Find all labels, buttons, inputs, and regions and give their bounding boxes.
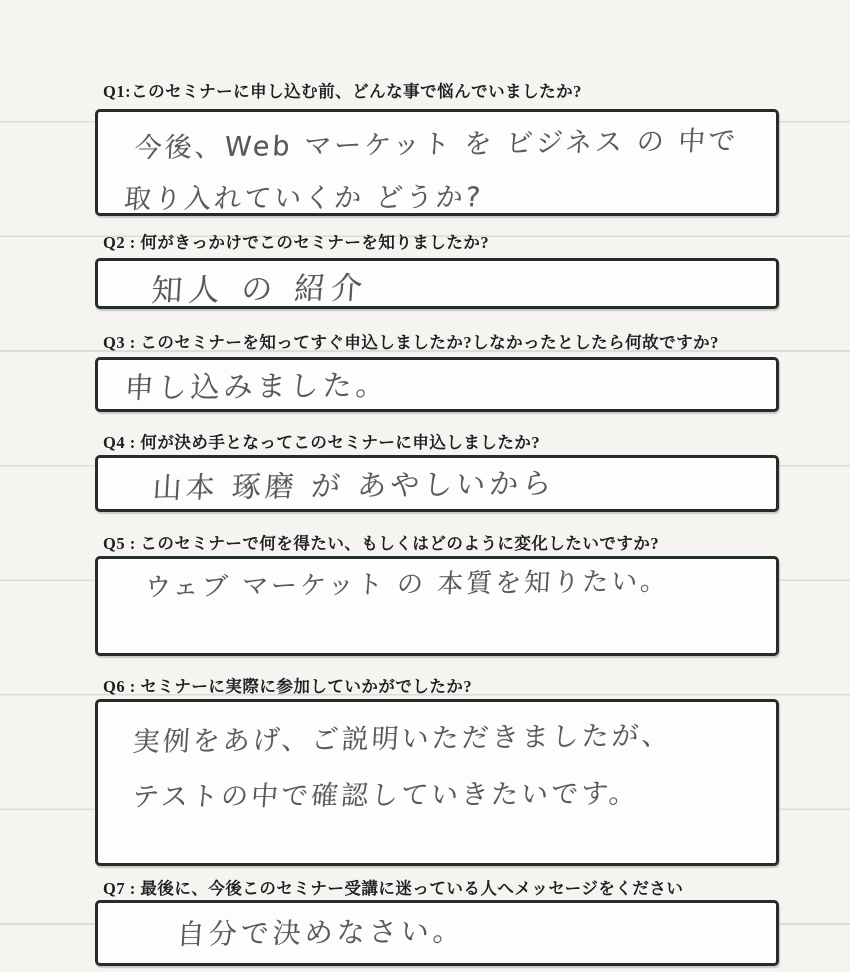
answer-box-q3: [95, 357, 779, 412]
question-label-q7: Q7 : 最後に、今後このセミナー受講に迷っている人へメッセージをください: [103, 879, 684, 898]
answer-box-q1: [95, 109, 779, 216]
handwritten-answer-line: 知人 の 紹介: [150, 270, 370, 310]
question-label-q6: Q6 : セミナーに実際に参加していかがでしたか?: [103, 677, 473, 696]
answer-box-q7: [95, 900, 779, 966]
question-label-q1: Q1:このセミナーに申し込む前、どんな事で悩んでいましたか?: [103, 82, 582, 101]
handwritten-answer-line: 取り入れていくか どうか?: [122, 182, 485, 216]
question-label-q2: Q2 : 何がきっかけでこのセミナーを知りましたか?: [103, 233, 490, 252]
answer-box-q2: [95, 258, 779, 309]
answer-box-q6: [95, 699, 779, 866]
handwritten-answer-line: 実例をあげ、ご説明いただきましたが、: [131, 720, 673, 759]
handwritten-answer-line: ウェブ マーケット の 本質を知りたい。: [143, 566, 671, 604]
handwritten-answer-line: テストの中で確認していきたいです。: [130, 778, 641, 814]
handwritten-answer-line: 自分で決めなさい。: [175, 914, 466, 952]
question-label-q5: Q5 : このセミナーで何を得たい、もしくはどのように変化したいですか?: [103, 534, 660, 553]
answer-box-q4: [95, 455, 779, 512]
handwritten-answer-line: 申し込みました。: [123, 367, 390, 406]
handwritten-answer-line: 山本 琢磨 が あやしいから: [151, 466, 557, 506]
handwritten-answer-line: 今後、Web マーケット を ビジネス の 中で: [133, 125, 740, 165]
question-label-q4: Q4 : 何が決め手となってこのセミナーに申込しましたか?: [103, 433, 541, 452]
answer-box-q5: [95, 556, 779, 656]
question-label-q3: Q3 : このセミナーを知ってすぐ申込しましたか?しなかったとしたら何故ですか?: [103, 333, 719, 352]
